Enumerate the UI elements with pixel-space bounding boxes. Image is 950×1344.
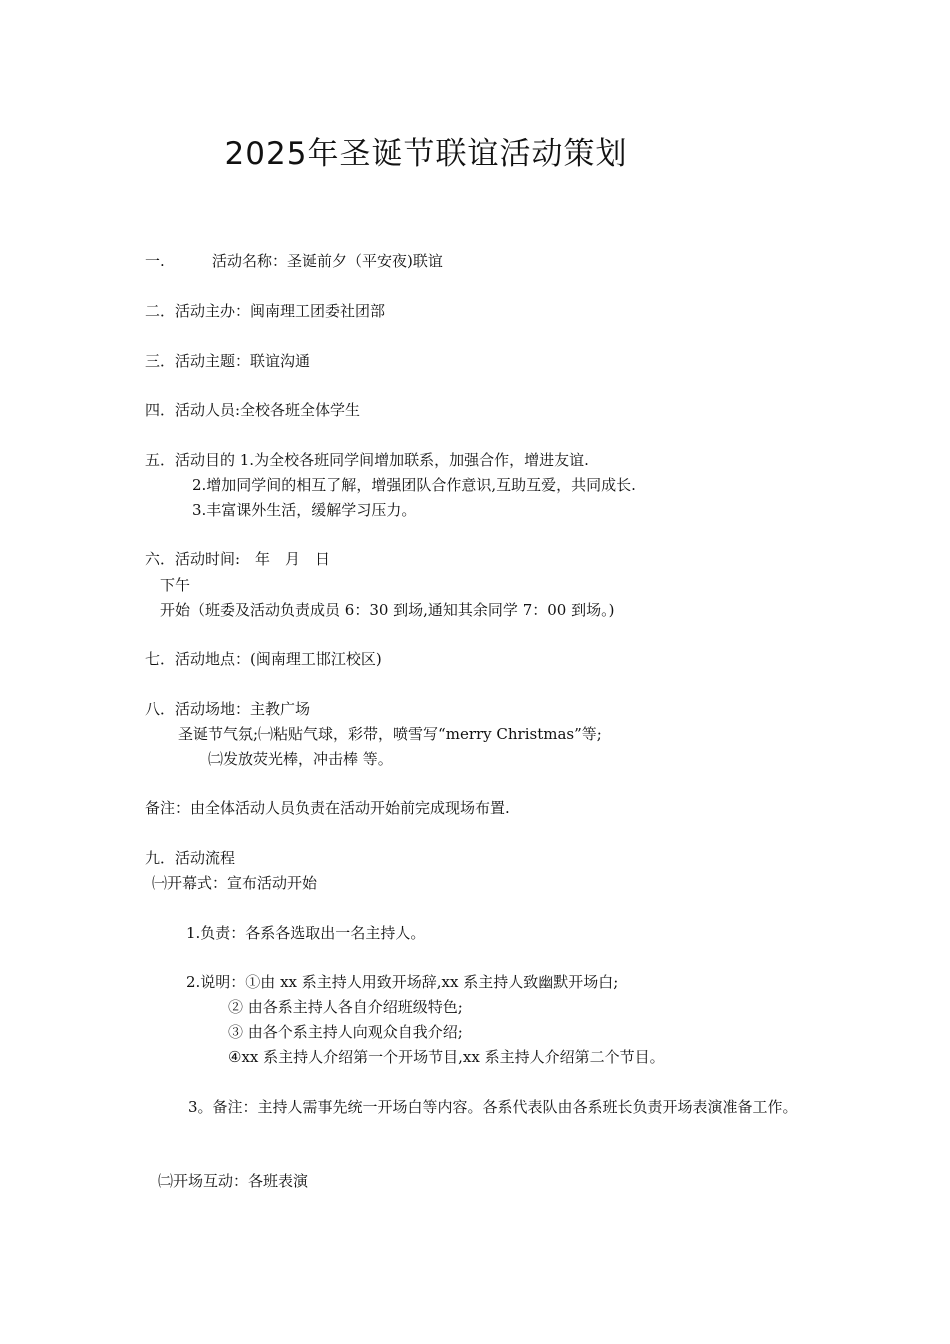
section-1-activity-name: 活动名称：圣诞前夕（平安夜)联谊 [212, 252, 443, 270]
section-8-venue: 八．活动场地：主教广场 [145, 700, 311, 718]
opening-responsible: 1.负责：各系各选取出一名主持人。 [186, 924, 426, 942]
section-1-number: 一. [145, 252, 165, 270]
section-6-time: 六．活动时间: 年 月 日 [145, 550, 331, 568]
section-8-decoration-2: ㈡发放荧光棒，冲击棒 等。 [208, 750, 393, 768]
section-5-purpose-3: 3.丰富课外生活，缓解学习压力。 [192, 501, 417, 519]
section-3-theme: 三．活动主题：联谊沟通 [145, 352, 311, 370]
section-2-organizer: 二．活动主办：闽南理工团委社团部 [145, 302, 386, 320]
setup-note: 备注：由全体活动人员负责在活动开始前完成现场布置. [145, 799, 510, 817]
opening-interaction-heading: ㈡开场互动：各班表演 [158, 1172, 309, 1190]
section-6-afternoon: 下午 [160, 576, 191, 594]
section-4-participants: 四．活动人员:全校各班全体学生 [145, 401, 361, 419]
opening-description-4: ④xx 系主持人介绍第一个开场节目,xx 系主持人介绍第二个节目。 [228, 1048, 665, 1066]
document-title: 2025年圣诞节联谊活动策划 [224, 136, 628, 172]
opening-description-3: ③ 由各个系主持人向观众自我介绍; [228, 1023, 463, 1041]
section-5-purpose-1: 五．活动目的 1.为全校各班同学间增加联系，加强合作，增进友谊. [145, 451, 589, 469]
opening-description-2: ② 由各系主持人各自介绍班级特色; [228, 998, 463, 1016]
section-8-decoration-1: 圣诞节气氛;㈠粘贴气球，彩带，喷雪写“merry Christmas”等; [178, 725, 602, 743]
section-9-process: 九．活动流程 [145, 849, 236, 867]
section-5-purpose-2: 2.增加同学间的相互了解，增强团队合作意识,互助互爱，共同成长. [192, 476, 636, 494]
section-6-start-details: 开始（班委及活动负责成员 6：30 到场,通知其余同学 7：00 到场。) [160, 601, 615, 619]
opening-description-1: 2.说明：①由 xx 系主持人用致开场辞,xx 系主持人致幽默开场白; [186, 973, 619, 991]
section-7-location: 七．活动地点：(闽南理工邯江校区) [145, 650, 382, 668]
opening-ceremony-heading: ㈠开幕式：宣布活动开始 [152, 874, 318, 892]
opening-note: 3。备注：主持人需事先统一开场白等内容。各系代表队由各系班长负责开场表演准备工作。 [188, 1098, 798, 1116]
